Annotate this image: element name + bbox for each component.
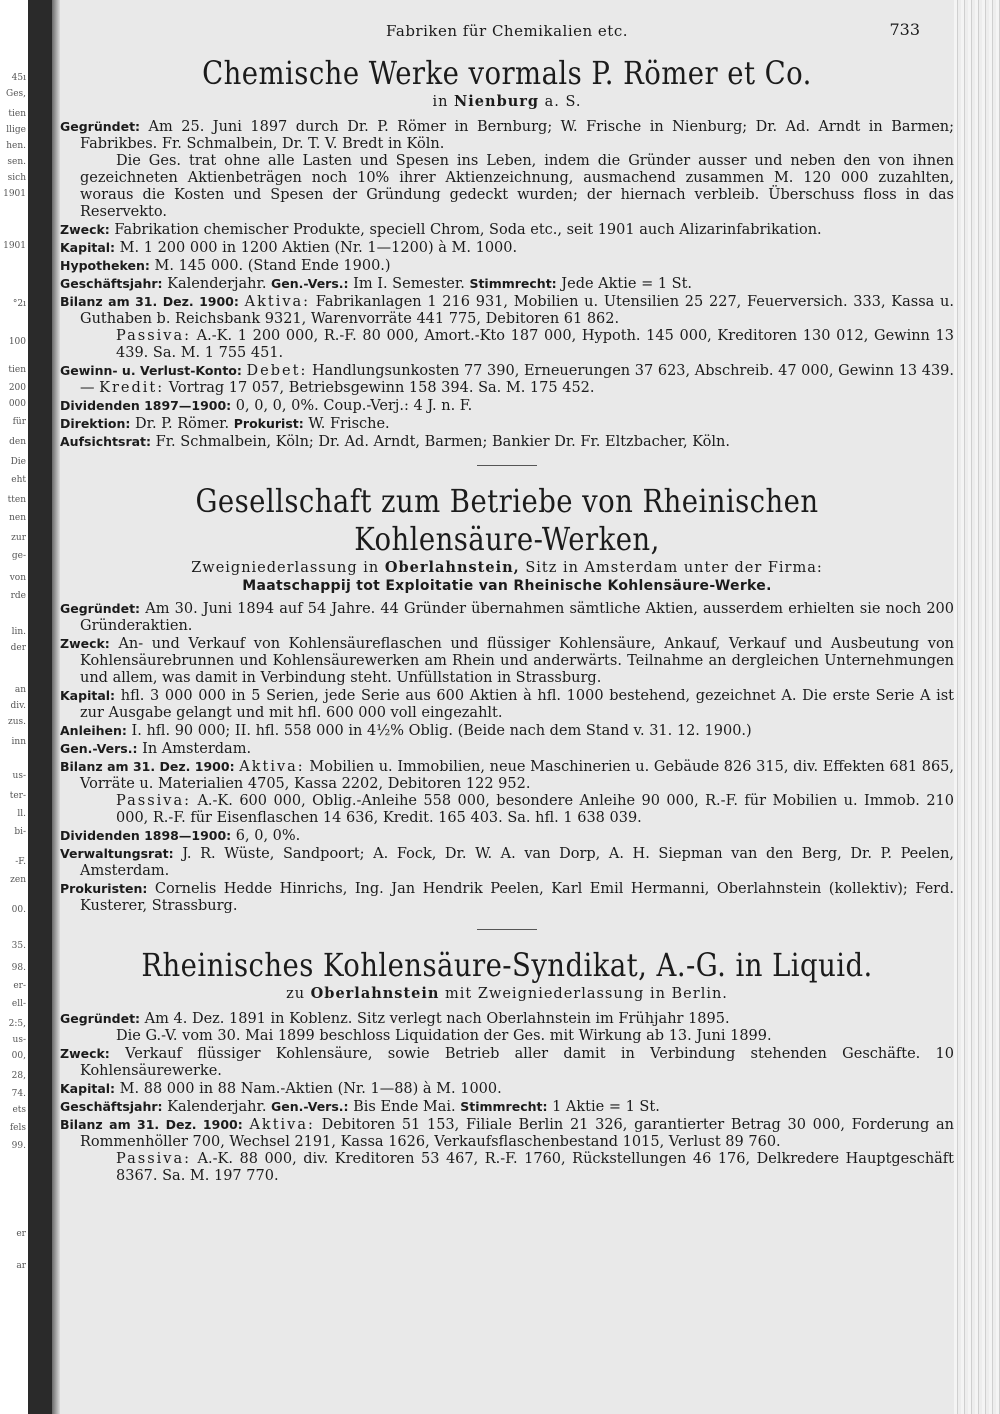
edge-fragment: 45ı [11,73,26,83]
entry-text: Verkauf flüssiger Kohlensäure, sowie Betrieb aller damit in Verbindung stehenden Geschäfte. 10 Kohlensäurewerke. [80,1046,955,1079]
entry-paragraph [60,1116,954,1151]
edge-fragment: ets [12,1105,26,1115]
edge-fragment: sen. [7,157,26,167]
edge-fragment: der [10,643,26,653]
edge-fragment: us- [12,1035,26,1045]
entry-text: Im I. Semester. [353,276,465,292]
company-title: Chemische Werke vormals P. Römer et Co. [202,54,812,92]
entry-paragraph [60,275,954,293]
entry-paragraph [60,600,954,635]
balance-heading: Passiva: [116,793,191,809]
entry-label: Verwaltungsrat: [60,846,174,861]
running-header [60,14,954,44]
edge-fragment: 000 [8,399,26,409]
company-section [60,482,954,930]
edge-fragment: er- [13,981,26,991]
edge-fragment: ter- [9,791,26,801]
entry-label: Bilanz am 31. Dez. 1900: [60,294,239,309]
edge-fragment: Ges, [6,89,26,99]
edge-fragment: 2:5, [8,1019,26,1029]
entry-paragraph [60,687,954,722]
company-title: Rheinisches Kohlensäure-Syndikat, A.-G. in Liquid. [141,946,873,984]
entry-paragraph [60,1010,954,1028]
entry-paragraph [60,221,954,239]
entry-label: Prokuristen: [60,881,148,896]
entry-paragraph [60,758,954,793]
entry-text: Kalenderjahr. [167,276,267,292]
entry-text: 6, 0, 0%. [235,828,301,844]
entry-label: Gen.-Vers.: [271,1099,349,1114]
section-divider [477,929,537,930]
location-place: Nienburg [454,93,540,110]
entry-label: Bilanz am 31. Dez. 1900: [60,759,235,774]
entry-paragraph [60,1080,954,1098]
entry-text: A.-K. 600 000, Oblig.-Anleihe 558 000, besondere Anleihe 90 000, R.-F. für Mobilien u. Immob. 210 000, R.-F. für Eisenflaschen 14 636, Kredit. 165 403. Sa. hfl. 1 638 039. [116,793,954,826]
entry-text: Die Ges. trat ohne alle Lasten und Spesen ins Leben, indem die Gründer ausser und neben den von ihnen gezeichneten Aktienbeträgen noch 10% ihrer Aktienzeichnung, ausmachend zusammen M. 120 000 zuzahlten, woraus die Kosten und Spesen der Gründung gedeckt wurden; der hiernach verbleib. Überschuss floss in das Reservekto. [80,153,954,220]
location-suffix: Sitz in Amsterdam unter der Firma: [525,560,823,576]
entry-label: Dividenden 1898—1900: [60,828,232,843]
edge-fragment: fels [9,1123,26,1133]
book-page [60,14,954,1185]
entry-paragraph [60,740,954,758]
location-prefix: Zweigniederlassung in [191,560,380,576]
entry-text: I. hfl. 90 000; II. hfl. 558 000 in 4½% Oblig. (Beide nach dem Stand v. 31. 12. 1900.) [131,723,752,739]
entry-label: Direktion: [60,416,131,431]
entry-text: Fabrikanlagen 1 216 931, Mobilien u. Utensilien 25 227, Feuerversich. 333, Kassa u. Guthaben b. Reichsbank 9321, Warenvorräte 441 775, Debitoren 61 862. [80,294,954,327]
location-place: Oberlahnstein [310,985,440,1002]
entry-label: Gegründet: [60,601,141,616]
edge-fragment: nen [9,513,26,523]
entry-paragraph [60,827,954,845]
entry-label: Dividenden 1897—1900: [60,398,232,413]
entry-label: Hypotheken: [60,258,150,273]
edge-fragment: an [14,685,26,695]
edge-fragment: sich [7,173,26,183]
entry-label: Zweck: [60,636,110,651]
edge-fragment: div. [10,701,26,711]
edge-fragment: rde [10,591,26,601]
entry-label: Aufsichtsrat: [60,434,152,449]
location-place: Oberlahnstein, [384,559,520,576]
entry-paragraph [60,845,954,880]
entry-label: Geschäftsjahr: [60,1099,163,1114]
edge-fragment: zur [11,533,26,543]
entry-label: Gen.-Vers.: [271,276,349,291]
balance-heading: Debet: [246,363,308,379]
entry-text: Dr. P. Römer. [134,416,230,432]
edge-fragment: llige [6,125,26,135]
entry-text: Debitoren 51 153, Filiale Berlin 21 326, garantierter Betrag 30 000, Forderung an Rommenhöller 700, Wechsel 2191, Kassa 1626, Verkaufsflaschenbestand 1015, Verlust 89 760. [80,1117,955,1150]
entry-paragraph [60,635,954,687]
entry-text: Kalenderjahr. [167,1099,267,1115]
firm-name: Maatschappij tot Exploitatie van Rheinische Kohlensäure-Werke. [242,578,772,594]
location-suffix: mit Zweigniederlassung in Berlin. [445,986,728,1002]
edge-fragment: ell- [11,999,26,1009]
entry-paragraph [60,118,954,153]
entry-label: Zweck: [60,222,110,237]
edge-fragment: 00. [11,905,26,915]
entry-paragraph [60,433,954,451]
entry-paragraph [60,1098,954,1116]
edge-fragment: tien [8,365,26,375]
entry-text: Am 30. Juni 1894 auf 54 Jahre. 44 Gründer übernahmen sämtliche Aktien, ausserdem erhielten sie noch 200 Gründeraktien. [80,601,955,634]
edge-fragment: 98. [11,963,26,973]
entry-text: A.-K. 88 000, div. Kreditoren 53 467, R.-F. 1760, Rückstellungen 46 176, Delkredere Hauptgeschäft 8367. Sa. M. 197 770. [116,1151,955,1184]
entry-label: Zweck: [60,1046,110,1061]
entry-text: 1 Aktie = 1 St. [552,1099,660,1115]
entry-label: Gegründet: [60,119,141,134]
left-page-edge [0,0,28,1414]
location-prefix: zu [286,986,306,1002]
balance-heading: Passiva: [116,1151,191,1167]
company-title: Gesellschaft zum Betriebe von Rheinischen [195,482,819,520]
entry-label: Kapital: [60,688,116,703]
edge-fragment: 1901 [3,189,26,199]
section-divider [477,465,537,466]
entry-label: Anleihen: [60,723,127,738]
entry-label: Stimmrecht: [460,1099,548,1114]
edge-fragment: tien [8,109,26,119]
edge-fragment: °2ı [12,299,26,309]
entry-label: Gen.-Vers.: [60,741,138,756]
sections-container [60,54,954,1185]
edge-fragment: 200 [8,383,26,393]
entry-label: Bilanz am 31. Dez. 1900: [60,1117,243,1132]
entry-paragraph [60,1045,954,1080]
entry-text: W. Frische. [308,416,390,432]
balance-heading: Aktiva: [249,1117,315,1133]
edge-fragment: 74. [11,1089,26,1099]
company-location [60,558,954,578]
page-number: 733 [889,20,920,39]
company-title-line2: Kohlensäure-Werken, [354,520,660,558]
location-suffix: a. S. [544,94,582,110]
edge-fragment: us- [12,771,26,781]
entry-text: Am 4. Dez. 1891 in Koblenz. Sitz verlegt nach Oberlahnstein im Frühjahr 1895. [144,1011,730,1027]
entry-paragraph [60,793,954,827]
entry-paragraph [60,722,954,740]
entry-label: Geschäftsjahr: [60,276,163,291]
entry-paragraph [60,257,954,275]
balance-heading: Aktiva: [244,294,311,310]
entry-text: Fr. Schmalbein, Köln; Dr. Ad. Arndt, Barmen; Bankier Dr. Fr. Eltzbacher, Köln. [155,434,730,450]
balance-heading: Kredit: [99,380,165,396]
company-location [60,984,954,1004]
entry-text: Cornelis Hedde Hinrichs, Ing. Jan Hendrik Peelen, Karl Emil Hermanni, Oberlahnstein (kollektiv); Ferd. Kusterer, Strassburg. [80,881,954,914]
entry-paragraph [60,1151,954,1185]
location-prefix: in [432,94,449,110]
entry-paragraph [60,293,954,328]
edge-fragment: eht [11,475,26,485]
entry-text: Jede Aktie = 1 St. [561,276,693,292]
book-binding-shadow [28,0,52,1414]
entry-text: A.-K. 1 200 000, R.-F. 80 000, Amort.-Kto 187 000, Hypoth. 145 000, Kreditoren 130 012, Gewinn 13 439. Sa. M. 1 755 451. [116,328,954,361]
entry-text: M. 145 000. (Stand Ende 1900.) [154,258,391,274]
entry-text: 0, 0, 0, 0%. Coup.-Verj.: 4 J. n. F. [235,398,473,414]
entry-text: Mobilien u. Immobilien, neue Maschinerien u. Gebäude 826 315, div. Effekten 681 865, Vorräte u. Materialien 4705, Kassa 2202, Debitoren 122 952. [80,759,955,792]
entry-text: An- und Verkauf von Kohlensäureflaschen und flüssiger Kohlensäure, Ankauf, Verkauf und Ausbeutung von Kohlensäurebrunnen und Kohlensäurewerken am Rhein und anderwärts. Teilnahme an dergleichen Unternehmungen und allem, was damit in Verbindung steht. Unfüllstation in Strassburg. [80,636,955,686]
edge-fragment: 35. [11,941,26,951]
edge-fragment: 100 [8,337,26,347]
entry-text: Handlungsunkosten 77 390, Erneuerungen 37 623, Abschreib. 47 000, Gewinn 13 439. — [80,363,955,396]
entry-label: Kapital: [60,240,116,255]
edge-fragment: lin. [11,627,26,637]
entry-paragraph [60,415,954,433]
entry-paragraph [60,239,954,257]
edge-fragment: ar [16,1261,26,1271]
edge-fragment: von [9,573,26,583]
entry-text: Vortrag 17 057, Betriebsgewinn 158 394. Sa. M. 175 452. [168,380,595,396]
edge-fragment: 1901 [3,241,26,251]
edge-fragment: Die [10,457,26,467]
entry-paragraph [60,397,954,415]
edge-fragment: hen. [6,141,26,151]
edge-fragment: er [16,1229,26,1239]
entry-text: M. 1 200 000 in 1200 Aktien (Nr. 1—1200) à M. 1000. [119,240,518,256]
header-title: Fabriken für Chemikalien etc. [386,22,628,40]
entry-label: Gewinn- u. Verlust-Konto: [60,363,242,378]
entry-paragraph [60,880,954,915]
edge-fragment: ge- [11,551,26,561]
entry-text: hfl. 3 000 000 in 5 Serien, jede Serie aus 600 Aktien à hfl. 1000 bestehend, gezeichnet A. Die erste Serie A ist zur Ausgabe gelangt und mit hfl. 600 000 voll eingezahlt. [80,688,954,721]
edge-fragment: zus. [7,717,26,727]
entry-text: Bis Ende Mai. [353,1099,456,1115]
edge-fragment: ll. [17,809,26,819]
entry-text: Fabrikation chemischer Produkte, speciell Chrom, Soda etc., seit 1901 auch Alizarinfabrikation. [114,222,822,238]
company-section [60,946,954,1185]
entry-text: J. R. Wüste, Sandpoort; A. Fock, Dr. W. A. van Dorp, A. H. Siepman van den Berg, Dr. P. Peelen, Amsterdam. [80,846,955,879]
entry-text: In Amsterdam. [142,741,252,757]
edge-fragment: 00, [11,1051,26,1061]
company-location [60,92,954,112]
entry-label: Stimmrecht: [469,276,557,291]
edge-fragment: bi- [14,827,26,837]
edge-fragment: zen [10,875,26,885]
edge-fragment: tten [7,495,26,505]
entry-text: Die G.-V. vom 30. Mai 1899 beschloss Liquidation der Ges. mit Wirkung ab 13. Juni 1899. [116,1028,772,1044]
edge-fragment: 28, [11,1071,26,1081]
entry-paragraph [60,1028,954,1045]
entry-text: M. 88 000 in 88 Nam.-Aktien (Nr. 1—88) à M. 1000. [119,1081,502,1097]
edge-fragment: den [9,437,26,447]
balance-heading: Passiva: [116,328,191,344]
entry-paragraph [60,153,954,221]
entry-label: Kapital: [60,1081,116,1096]
entry-paragraph [60,362,954,397]
company-section [60,54,954,466]
binding-gradient [52,0,60,1414]
balance-heading: Aktiva: [239,759,305,775]
entry-label: Gegründet: [60,1011,141,1026]
edge-fragment: -F. [15,857,26,867]
page-stack-edge [954,0,1000,1414]
edge-fragment: inn [11,737,26,747]
entry-text: Am 25. Juni 1897 durch Dr. P. Römer in Bernburg; W. Frische in Nienburg; Dr. Ad. Arndt in Barmen; Fabrikbes. Fr. Schmalbein, Dr. T. V. Bredt in Köln. [80,119,955,152]
entry-paragraph [60,328,954,362]
entry-label: Prokurist: [233,416,304,431]
edge-fragment: 99. [11,1141,26,1151]
edge-fragment: für [12,417,26,427]
